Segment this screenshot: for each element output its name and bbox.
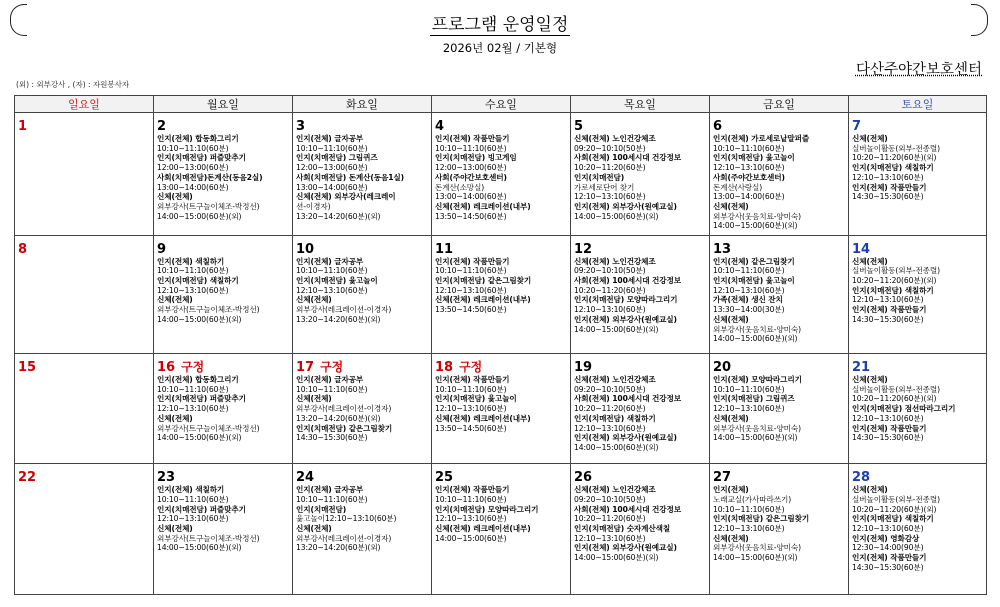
program-detail: 13:50~14:50(60분) bbox=[435, 305, 507, 315]
program-detail: 10:10~11:10(60분) bbox=[435, 143, 507, 153]
program-detail: 12:10~13:10(60분) bbox=[157, 514, 229, 524]
program-detail: 10:20~11:20(60분)(외) bbox=[852, 153, 937, 163]
day-number: 12 bbox=[574, 241, 593, 257]
program-title: 인지(치매전담) 색칠하기 bbox=[574, 413, 656, 423]
program-detail: 14:00~15:00(60분)(외) bbox=[574, 553, 659, 563]
program-detail: 12:10~13:10(60분) bbox=[574, 423, 646, 433]
program-title: 인지(치매전담) 윷고놀이 bbox=[435, 394, 517, 404]
program-detail: 가로세로단어 찾기 bbox=[574, 182, 635, 192]
day-header bbox=[852, 238, 983, 257]
program-detail: 10:10~11:10(60분) bbox=[157, 384, 229, 394]
program-title: 인지(치매전담) 숫자계산색칠 bbox=[574, 524, 671, 533]
program-title: 인지(치매전담) 같은그림찾기 bbox=[435, 275, 532, 285]
program-title: 인지(전체) 작품만들기 bbox=[435, 134, 510, 143]
calendar-day-cell bbox=[849, 464, 987, 595]
program-detail: 돈계산(소망실) bbox=[435, 182, 485, 192]
program-detail: 12:10~13:10(60분) bbox=[852, 172, 924, 182]
program-detail: 14:00~15:00(60분)(외) bbox=[157, 211, 242, 221]
program-detail: 14:00~15:00(60분)(외) bbox=[713, 334, 798, 344]
program-detail: 12:30~14:00(90분) bbox=[852, 543, 924, 553]
program-title: 인지(치매전담) bbox=[296, 504, 347, 514]
day-number: 5 bbox=[574, 119, 584, 134]
calendar-day-cell bbox=[293, 235, 432, 353]
program-title: 신체(전체) 레크레이션(내부) bbox=[435, 295, 531, 305]
program-title: 인지(치매전담) 같은그림찾기 bbox=[296, 423, 393, 433]
program-detail: 12:10~13:10(60분) bbox=[435, 514, 507, 524]
program-title: 인지(전체) 글자공부 bbox=[296, 256, 364, 266]
day-header bbox=[157, 356, 289, 375]
program-detail: 12:10~13:10(60분) bbox=[157, 285, 229, 295]
program-detail: 10:10~11:10(60분) bbox=[713, 504, 785, 514]
weekday-header-row bbox=[15, 96, 987, 113]
day-header bbox=[574, 356, 706, 375]
day-number: 27 bbox=[713, 470, 732, 486]
program-detail: 14:30~15:30(60분) bbox=[296, 433, 368, 443]
program-title: 인지(전체) 작품만들기 bbox=[435, 256, 510, 266]
program-title: 신체(전체) bbox=[157, 413, 193, 423]
program-title: 사회(전체) 100세시대 건강정보 bbox=[574, 275, 681, 285]
program-title: 사회(치매전담) 돈계산(동음1실) bbox=[296, 172, 405, 182]
day-header bbox=[296, 466, 428, 485]
program-title: 신체(전체) bbox=[852, 375, 888, 384]
day-header bbox=[713, 115, 845, 134]
program-title: 인지(치매전담) 윷고놀이 bbox=[713, 275, 795, 285]
program-detail: 12:10~13:10(60분) bbox=[574, 533, 646, 543]
day-header bbox=[157, 238, 289, 257]
program-detail: 13:20~14:20(60분)(외) bbox=[296, 413, 381, 423]
program-detail: 14:30~15:30(60분) bbox=[852, 192, 924, 202]
program-detail: 10:20~11:20(60분) bbox=[574, 285, 646, 295]
page-title-text: 프로그램 운영일정 bbox=[431, 15, 569, 35]
calendar-day-cell bbox=[849, 354, 987, 464]
day-header bbox=[157, 115, 289, 134]
program-title: 인지(전체) 글자공부 bbox=[296, 134, 364, 143]
program-detail: 10:20~11:20(60분) bbox=[574, 404, 646, 414]
day-number: 26 bbox=[574, 470, 593, 486]
day-header bbox=[18, 466, 150, 485]
day-header bbox=[157, 466, 289, 485]
day-number: 24 bbox=[296, 470, 315, 486]
weekday-header-saturday: 토요일 bbox=[849, 96, 987, 113]
program-title: 인지(전체) 외부강사(원예교실) bbox=[574, 201, 677, 211]
weekday-header-thursday: 목요일 bbox=[571, 96, 710, 113]
program-title: 인지(전체) 글자공부 bbox=[296, 485, 364, 495]
program-detail: 12:10~13:10(60분) bbox=[713, 163, 785, 173]
program-detail: 13:00~14:00(60분) bbox=[296, 182, 368, 192]
weekday-header-tuesday: 화요일 bbox=[293, 96, 432, 113]
day-header bbox=[713, 466, 845, 485]
center-name: 다산주야간보호센터 bbox=[855, 62, 982, 78]
program-title: 인지(치매전담) 퍼즐맞추기 bbox=[157, 504, 246, 514]
program-title: 인지(전체) 글자공부 bbox=[296, 375, 364, 384]
program-title: 신체(전체) 레크레이션(내부) bbox=[435, 201, 531, 211]
program-detail: 12:10~13:10(60분) bbox=[852, 524, 924, 533]
calendar-day-cell bbox=[571, 113, 710, 236]
program-title: 신체(전체) bbox=[157, 524, 193, 533]
calendar-day-cell bbox=[432, 113, 571, 236]
day-number: 14 bbox=[852, 241, 871, 257]
program-detail: 실버놀이활동(외부-전종렬) bbox=[852, 384, 940, 394]
program-title: 인지(전체) 합동화그리기 bbox=[157, 134, 239, 143]
program-detail: 13:20~14:20(60분)(외) bbox=[296, 543, 381, 553]
program-title: 인지(치매전담) 모양따라그리기 bbox=[435, 504, 539, 514]
program-title: 신체(전체) bbox=[852, 256, 888, 266]
day-number: 21 bbox=[852, 360, 871, 375]
program-title: 신체(전체) 노인건강체조 bbox=[574, 256, 656, 266]
program-title: 사회(주야간보호센터) bbox=[713, 172, 785, 182]
program-detail: 외부강사(웃음치료-양미숙) bbox=[713, 423, 801, 433]
program-title: 신체(전체) 노인건강체조 bbox=[574, 375, 656, 384]
program-detail: 09:20~10:10(50분) bbox=[574, 143, 646, 153]
program-detail: 실버놀이활동(외부-전종렬) bbox=[852, 266, 940, 276]
program-detail: 12:00~13:00(60분) bbox=[435, 163, 507, 173]
calendar-body bbox=[15, 113, 987, 595]
page-subtitle: 2026년 02월 / 기본형 bbox=[442, 41, 558, 55]
program-title: 인지(전체) 작품만들기 bbox=[852, 182, 927, 192]
program-title: 인지(전체) 작품만들기 bbox=[435, 485, 510, 495]
program-detail: 12:10~13:10(60분) bbox=[435, 404, 507, 414]
program-title: 신체(전체) bbox=[713, 533, 749, 543]
calendar-day-cell bbox=[154, 113, 293, 236]
program-detail: 외부강사(트구늘이체조-박정선) bbox=[157, 533, 260, 543]
program-title: 신체(전체) bbox=[157, 295, 193, 305]
program-detail: 12:10~13:10(60분) bbox=[713, 524, 785, 533]
calendar-week-row bbox=[15, 113, 987, 236]
program-detail: 14:00~15:00(60분)(외) bbox=[713, 553, 798, 563]
program-detail: 션-이경자) bbox=[296, 201, 331, 211]
program-title: 신체(전체) 레크레이션(내부) bbox=[435, 524, 531, 533]
program-detail: 14:30~15:30(60분) bbox=[852, 314, 924, 324]
program-title: 신체(전체) bbox=[852, 485, 888, 495]
program-detail: 14:00~15:00(60분)(외) bbox=[713, 221, 798, 231]
program-detail: 12:10~13:10(60분) bbox=[713, 285, 785, 295]
day-number: 4 bbox=[435, 119, 445, 134]
day-header bbox=[435, 238, 567, 257]
calendar-day-cell bbox=[432, 354, 571, 464]
program-detail: 10:20~11:20(60분)(외) bbox=[852, 275, 937, 285]
program-detail: 돈계산(사랑실) bbox=[713, 182, 763, 192]
program-detail: 10:10~11:10(60분) bbox=[435, 384, 507, 394]
program-title: 인지(전체) 작품만들기 bbox=[852, 553, 927, 563]
program-detail: 14:00~15:00(60분)(외) bbox=[574, 324, 659, 334]
program-title: 사회(전체) 100세시대 건강정보 bbox=[574, 153, 681, 163]
day-header bbox=[296, 356, 428, 375]
program-title: 인지(전체) 영화감상 bbox=[852, 533, 920, 543]
program-detail: 09:20~10:10(50분) bbox=[574, 384, 646, 394]
calendar-day-cell bbox=[710, 464, 849, 595]
program-detail: 14:30~15:30(60분) bbox=[852, 433, 924, 443]
program-title: 신체(전체) bbox=[157, 192, 193, 202]
calendar-week-row bbox=[15, 464, 987, 595]
program-detail: 10:10~11:10(60분) bbox=[713, 143, 785, 153]
program-title: 인지(치매전담) bbox=[574, 172, 625, 182]
program-detail: 10:10~11:10(60분) bbox=[296, 143, 368, 153]
program-title: 인지(치매전담) 퍼즐맞추기 bbox=[157, 153, 246, 163]
program-detail: 10:10~11:10(60분) bbox=[713, 266, 785, 276]
day-number: 11 bbox=[435, 241, 454, 257]
calendar-day-cell bbox=[432, 235, 571, 353]
program-detail: 10:20~11:20(60분) bbox=[574, 514, 646, 524]
program-detail: 외부강사(웃음치료-양미숙) bbox=[713, 211, 801, 221]
program-detail: 12:10~13:10(60분) bbox=[574, 305, 646, 315]
calendar-day-cell bbox=[15, 464, 154, 595]
program-title: 인지(전체) 외부강사(원예교실) bbox=[574, 433, 677, 443]
program-detail: 09:20~10:10(50분) bbox=[574, 494, 646, 504]
day-number: 25 bbox=[435, 470, 454, 486]
program-title: 신체(전체) bbox=[713, 201, 749, 211]
program-detail: 13:00~14:00(60분) bbox=[713, 192, 785, 202]
calendar-day-cell bbox=[710, 113, 849, 236]
day-number: 15 bbox=[18, 360, 37, 375]
calendar-day-cell bbox=[571, 464, 710, 595]
weekday-header-sunday: 일요일 bbox=[15, 96, 154, 113]
program-detail: 14:00~15:00(60분)(외) bbox=[157, 314, 242, 324]
program-title: 인지(치매전담) 모양따라그리기 bbox=[574, 295, 678, 305]
holiday-label: 구정 bbox=[320, 360, 344, 374]
program-title: 인지(치매전담) 그림퀴즈 bbox=[296, 153, 378, 163]
program-detail: 12:10~13:10(60분) bbox=[852, 295, 924, 305]
program-title: 신체(전체) 노인건강체조 bbox=[574, 485, 656, 495]
program-detail: 14:00~15:00(60분)(외) bbox=[157, 543, 242, 553]
program-title: 가족(전체) 생신 잔치 bbox=[713, 295, 783, 305]
calendar-day-cell bbox=[710, 354, 849, 464]
calendar-day-cell bbox=[710, 235, 849, 353]
day-number: 3 bbox=[296, 119, 306, 134]
program-detail: 외부강사(레크레이션-이경자) bbox=[296, 404, 392, 414]
program-title: 신체(전체) bbox=[296, 394, 332, 404]
calendar-day-cell bbox=[432, 464, 571, 595]
calendar-table bbox=[14, 95, 987, 595]
day-header bbox=[296, 238, 428, 257]
program-title: 사회(전체) 100세시대 건강정보 bbox=[574, 394, 681, 404]
calendar-day-cell bbox=[293, 113, 432, 236]
program-detail: 10:10~11:10(60분) bbox=[157, 266, 229, 276]
program-detail: 13:50~14:50(60분) bbox=[435, 423, 507, 433]
program-title: 사회(전체) 100세시대 건강정보 bbox=[574, 504, 681, 514]
program-title: 인지(치매전담) 윷고놀이 bbox=[296, 275, 378, 285]
day-number: 10 bbox=[296, 241, 315, 257]
holiday-label: 구정 bbox=[459, 360, 483, 374]
calendar-day-cell bbox=[293, 464, 432, 595]
program-detail: 12:00~13:00(60분) bbox=[157, 163, 229, 173]
program-detail: 14:00~15:00(60분)(외) bbox=[157, 433, 242, 443]
program-title: 신체(전체) bbox=[296, 524, 332, 533]
program-title: 인지(치매전담) 빙고게임 bbox=[435, 153, 517, 163]
holiday-label: 구정 bbox=[181, 360, 205, 374]
program-detail: 10:10~11:10(60분) bbox=[296, 494, 368, 504]
program-detail: 14:00~15:00(60분)(외) bbox=[574, 211, 659, 221]
program-title: 인지(전체) bbox=[713, 485, 749, 495]
program-title: 신체(전체) bbox=[713, 413, 749, 423]
program-detail: 13:20~14:20(60분)(외) bbox=[296, 211, 381, 221]
program-detail: 14:00~15:00(60분)(외) bbox=[713, 433, 798, 443]
day-number: 8 bbox=[18, 241, 28, 257]
program-detail: 10:20~11:20(60분) bbox=[574, 163, 646, 173]
weekday-header-wednesday: 수요일 bbox=[432, 96, 571, 113]
program-title: 인지(전체) 색칠하기 bbox=[157, 485, 225, 495]
legend: (외) : 외부강사 , (자) : 자원봉사자 bbox=[16, 80, 130, 89]
program-title: 신체(전체) 레크레이션(내부) bbox=[435, 413, 531, 423]
program-title: 인지(전체) 가로세로낱말퍼즐 bbox=[713, 134, 810, 143]
program-detail: 외부강사(레크레이션-이경자) bbox=[296, 533, 392, 543]
program-detail: 12:00~13:00(60분) bbox=[296, 163, 368, 173]
day-header bbox=[435, 356, 567, 375]
program-title: 인지(치매전담) 색칠하기 bbox=[852, 163, 934, 173]
program-detail: 13:20~14:20(60분)(외) bbox=[296, 314, 381, 324]
program-detail: 14:00~15:00(60분)(외) bbox=[574, 442, 659, 452]
program-title: 인지(전체) 모양따라그리기 bbox=[713, 375, 802, 384]
program-title: 인지(전체) 작품만들기 bbox=[435, 375, 510, 384]
day-number: 22 bbox=[18, 470, 37, 486]
program-detail: 10:20~11:20(60분)(외) bbox=[852, 394, 937, 404]
day-number: 28 bbox=[852, 470, 871, 486]
weekday-header-friday: 금요일 bbox=[710, 96, 849, 113]
program-title: 사회(주야간보호센터) bbox=[435, 172, 507, 182]
program-detail: 외부강사(웃음치료-양미숙) bbox=[713, 324, 801, 334]
program-detail: 10:20~11:20(60분)(외) bbox=[852, 504, 937, 514]
calendar-day-cell bbox=[571, 235, 710, 353]
program-title: 사회(치매전담)돈계산(동음2실) bbox=[157, 172, 263, 182]
program-detail: 12:10~13:10(60분) bbox=[713, 404, 785, 414]
calendar-day-cell bbox=[15, 235, 154, 353]
day-number: 16 bbox=[157, 360, 176, 375]
program-detail: 13:00~14:00(60분) bbox=[157, 182, 229, 192]
program-detail: 노래교실(가사따라쓰기) bbox=[713, 494, 792, 504]
day-header bbox=[18, 238, 150, 257]
program-title: 신체(전체) bbox=[852, 134, 888, 143]
program-detail: 10:10~11:10(60분) bbox=[296, 266, 368, 276]
program-title: 인지(전체) 외부강사(원예교실) bbox=[574, 543, 677, 553]
program-title: 인지(전체) 합동화그리기 bbox=[157, 375, 239, 384]
program-title: 인지(치매전담) 색칠하기 bbox=[852, 514, 934, 524]
day-header bbox=[713, 238, 845, 257]
program-title: 인지(치매전담) 색칠하기 bbox=[157, 275, 239, 285]
day-header bbox=[852, 115, 983, 134]
day-number: 23 bbox=[157, 470, 176, 486]
program-detail: 실버놀이활동(외부-전종렬) bbox=[852, 494, 940, 504]
day-header bbox=[713, 356, 845, 375]
program-title: 인지(치매전담) 색칠하기 bbox=[852, 285, 934, 295]
program-detail: 14:30~15:30(60분) bbox=[852, 562, 924, 572]
program-detail: 12:10~13:10(60분) bbox=[157, 404, 229, 414]
program-title: 신체(전체) bbox=[296, 295, 332, 305]
calendar-day-cell bbox=[15, 354, 154, 464]
program-title: 신체(전체) 노인건강체조 bbox=[574, 134, 656, 143]
program-detail: 외부강사(트구늘이체조-박정선) bbox=[157, 305, 260, 315]
program-detail: 10:10~11:10(60분) bbox=[157, 494, 229, 504]
program-detail: 10:10~11:10(60분) bbox=[296, 384, 368, 394]
program-title: 인지(치매전담) 같은그림찾기 bbox=[713, 514, 810, 524]
day-header bbox=[435, 115, 567, 134]
program-title: 신체(전체) bbox=[713, 314, 749, 324]
calendar-day-cell bbox=[154, 354, 293, 464]
program-detail: 10:10~11:10(60분) bbox=[435, 266, 507, 276]
day-header bbox=[18, 115, 150, 134]
day-number: 7 bbox=[852, 119, 862, 134]
program-detail: 13:00~14:00(60분) bbox=[435, 192, 507, 202]
program-detail: 10:10~11:10(60분) bbox=[713, 384, 785, 394]
day-number: 19 bbox=[574, 360, 593, 375]
day-header bbox=[296, 115, 428, 134]
calendar-day-cell bbox=[849, 113, 987, 236]
program-title: 신체(전체) 외부강사(레크레이 bbox=[296, 192, 396, 202]
day-header bbox=[574, 115, 706, 134]
day-header bbox=[435, 466, 567, 485]
day-number: 20 bbox=[713, 360, 732, 375]
program-title: 인지(전체) 외부강사(원예교실) bbox=[574, 314, 677, 324]
program-title: 인지(전체) 작품만들기 bbox=[852, 305, 927, 315]
program-detail: 14:00~15:00(60분) bbox=[435, 533, 507, 543]
program-detail: 외부강사(트구늘이체조-박정선) bbox=[157, 201, 260, 211]
program-detail: 09:20~10:10(50분) bbox=[574, 266, 646, 276]
day-header bbox=[852, 356, 983, 375]
day-number: 9 bbox=[157, 241, 167, 257]
program-title: 인지(전체) 색칠하기 bbox=[157, 256, 225, 266]
weekday-header-monday: 월요일 bbox=[154, 96, 293, 113]
program-detail: 13:30~14:00(30분) bbox=[713, 305, 785, 315]
day-header bbox=[574, 466, 706, 485]
program-title: 인지(전체) 작품만들기 bbox=[852, 423, 927, 433]
program-title: 인지(전체) 같은그림찾기 bbox=[713, 256, 795, 266]
day-header bbox=[18, 356, 150, 375]
program-detail: 12:10~13:10(60분) bbox=[574, 192, 646, 202]
calendar-day-cell bbox=[154, 464, 293, 595]
program-detail: 10:10~11:10(60분) bbox=[157, 143, 229, 153]
program-detail: 12:10~13:10(60분) bbox=[296, 285, 368, 295]
day-number: 13 bbox=[713, 241, 732, 257]
program-detail: 12:10~13:10(60분) bbox=[435, 285, 507, 295]
day-number: 17 bbox=[296, 360, 315, 375]
calendar-day-cell bbox=[293, 354, 432, 464]
calendar-week-row bbox=[15, 235, 987, 353]
program-detail: 외부강사(레크레이션-이경자) bbox=[296, 305, 392, 315]
calendar-week-row bbox=[15, 354, 987, 464]
program-title: 인지(치매전담) 퍼즐맞추기 bbox=[157, 394, 246, 404]
calendar-day-cell bbox=[849, 235, 987, 353]
program-detail: 13:50~14:50(60분) bbox=[435, 211, 507, 221]
program-title: 인지(치매전담) 그림퀴즈 bbox=[713, 394, 795, 404]
program-title: 인지(치매전담) 점선따라그리기 bbox=[852, 404, 956, 414]
day-number: 1 bbox=[18, 119, 28, 134]
calendar-day-cell bbox=[571, 354, 710, 464]
day-number: 6 bbox=[713, 119, 723, 134]
calendar-day-cell bbox=[154, 235, 293, 353]
calendar-day-cell bbox=[15, 113, 154, 236]
program-detail: 외부강사(웃음치료-양미숙) bbox=[713, 543, 801, 553]
program-title: 인지(치매전담) 윷고놀이 bbox=[713, 153, 795, 163]
day-header bbox=[574, 238, 706, 257]
page-title bbox=[0, 10, 1000, 35]
program-detail: 윷고놀이12:10~13:10(60분) bbox=[296, 514, 397, 524]
day-number: 18 bbox=[435, 360, 454, 375]
program-detail: 10:10~11:10(60분) bbox=[435, 494, 507, 504]
day-header bbox=[852, 466, 983, 485]
program-detail: 12:10~13:10(60분) bbox=[852, 413, 924, 423]
program-detail: 외부강사(트구늘이체조-박정선) bbox=[157, 423, 260, 433]
program-detail: 실버놀이활동(외부-전종렬) bbox=[852, 143, 940, 153]
day-number: 2 bbox=[157, 119, 167, 134]
